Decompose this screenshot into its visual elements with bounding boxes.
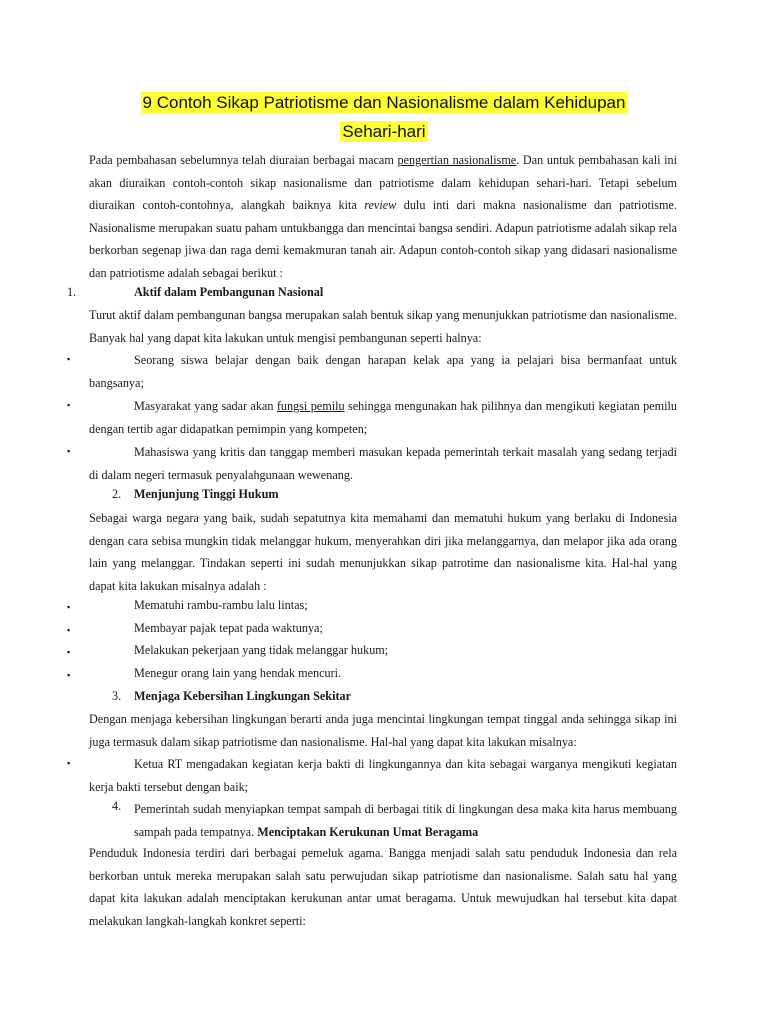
section-3-heading: Menjaga Kebersihan Lingkungan Sekitar xyxy=(134,689,352,703)
section-3-number: 3. xyxy=(112,689,122,703)
section-2-item-3: Melakukan pekerjaan yang tidak melanggar hukum; xyxy=(134,643,389,657)
section-2-paragraph: Sebagai warga negara yang baik, sudah sepatutnya kita memahami dan mematuhi hukum yang berlaku di Indonesia dengan cara sebisa mungkin tidak melanggar hukum, menyerahkan diri jika melanggarnya, dan melapor jika ada orang lain yang melanggar. Tindakan seperti ini sudah menunjukkan sikap patrotime dan nasionalisme kita. Hal-hal yang dapat kita lakukan misalnya adalah : xyxy=(89,511,677,593)
section-2-item-2: Membayar pajak tepat pada waktunya; xyxy=(134,621,323,635)
section-4-paragraph: Penduduk Indonesia terdiri dari berbagai pemeluk agama. Bangga menjadi salah satu penduduk Indonesia dan rela berkorban untuk mereka merupakan salah satu perwujudan sikap patriotisme dan nasionalisme. Salah satu hal yang dapat kita lakukan adalah menciptakan kerukunan antar umat beragama. Untuk mewujudkan hal tersebut kita dapat melakukan langkah-langkah konkret seperti: xyxy=(89,846,677,928)
section-2-item-4: Menegur orang lain yang hendak mencuri. xyxy=(134,666,342,680)
section-1-heading: Aktif dalam Pembangunan Nasional xyxy=(134,285,324,299)
section-4-heading: Menciptakan Kerukunan Umat Beragama xyxy=(257,824,479,839)
section-3-paragraph: Dengan menjaga kebersihan lingkungan berarti anda juga mencintai lingkungan tempat tinggal anda sehingga sikap ini juga termasuk dalam sikap patriotisme dan nasionalisme. Hal-hal yang dapat kita lakukan misalnya: xyxy=(89,712,677,749)
intro-paragraph: Pada pembahasan sebelumnya telah diuraian berbagai macam pengertian nasionalisme. Dan untuk pembahasan kali ini akan diuraikan contoh-contoh sikap nasionalisme dan patriotisme dalam kehidupan sehari-hari. Tetapi sebelum diuraikan contoh-contohnya, alangkah baiknya kita review dulu inti dari makna nasionalisme dan patriotisme. Nasionalisme merupakan suatu paham untukbangga dan mencintai bangsa sendiri. Adapun patriotisme adalah sikap rela berkorban segenap jiwa dan raga demi kemakmuran tanah air. Adapun contoh-contoh sikap yang didasari nasionalisme dan patriotisme adalah sebagai berikut : xyxy=(89,153,677,280)
section-4-item: Pemerintah sudah menyiapkan tempat sampah di berbagai titik di lingkungan desa maka kita harus membuang sampah pada tempatnya. Menciptakan Kerukunan Umat Beragama xyxy=(134,802,677,839)
section-1-item-1: Seorang siswa belajar dengan baik dengan harapan kelak apa yang ia pelajari bisa bermanfaat untuk bangsanya; xyxy=(89,353,677,390)
page-title-line-1: 9 Contoh Sikap Patriotisme dan Nasionalisme dalam Kehidupan xyxy=(142,93,626,112)
bullet-icon: ▪ xyxy=(67,670,71,680)
section-1-paragraph: Turut aktif dalam pembangunan bangsa merupakan salah bentuk sikap yang menunjukkan patriotisme dan nasionalisme. Banyak hal yang dapat kita lakukan untuk mengisi pembangunan seperti halnya: xyxy=(89,308,677,345)
bullet-icon: ▪ xyxy=(67,647,71,657)
section-2-heading: Menjunjung Tinggi Hukum xyxy=(134,487,279,501)
fungsi-pemilu-link[interactable]: fungsi pemilu xyxy=(276,399,345,413)
section-3-item-1: Ketua RT mengadakan kegiatan kerja bakti di lingkungannya dan kita sebagai warganya mengikuti kegiatan kerja bakti tersebut dengan baik; xyxy=(89,757,677,794)
section-1-item-3: Mahasiswa yang kritis dan tanggap memberi masukan kepada pemerintah terkait masalah yang sedang terjadi di dalam negeri termasuk penyalahgunaan wewenang. xyxy=(89,445,677,482)
bullet-icon: ▪ xyxy=(67,400,71,410)
bullet-icon: ▪ xyxy=(67,446,71,456)
section-2-item-1: Mematuhi rambu-rambu lalu lintas; xyxy=(134,598,308,612)
section-4-number: 4. xyxy=(112,799,122,813)
bullet-icon: ▪ xyxy=(67,758,71,768)
page-title-line-2: Sehari-hari xyxy=(342,122,426,141)
bullet-icon: ▪ xyxy=(67,625,71,635)
nasionalisme-link[interactable]: pengertian nasionalisme xyxy=(397,153,517,167)
section-1-number: 1. xyxy=(67,285,77,299)
bullet-icon: ▪ xyxy=(67,354,71,364)
bullet-icon: ▪ xyxy=(67,602,71,612)
section-2-number: 2. xyxy=(112,487,122,501)
section-1-item-2: Masyarakat yang sadar akan fungsi pemilu sehingga mengunakan hak pilihnya dan mengikuti kegiatan pemilu dengan tertib agar didapatkan pemimpin yang kompeten; xyxy=(89,399,677,436)
